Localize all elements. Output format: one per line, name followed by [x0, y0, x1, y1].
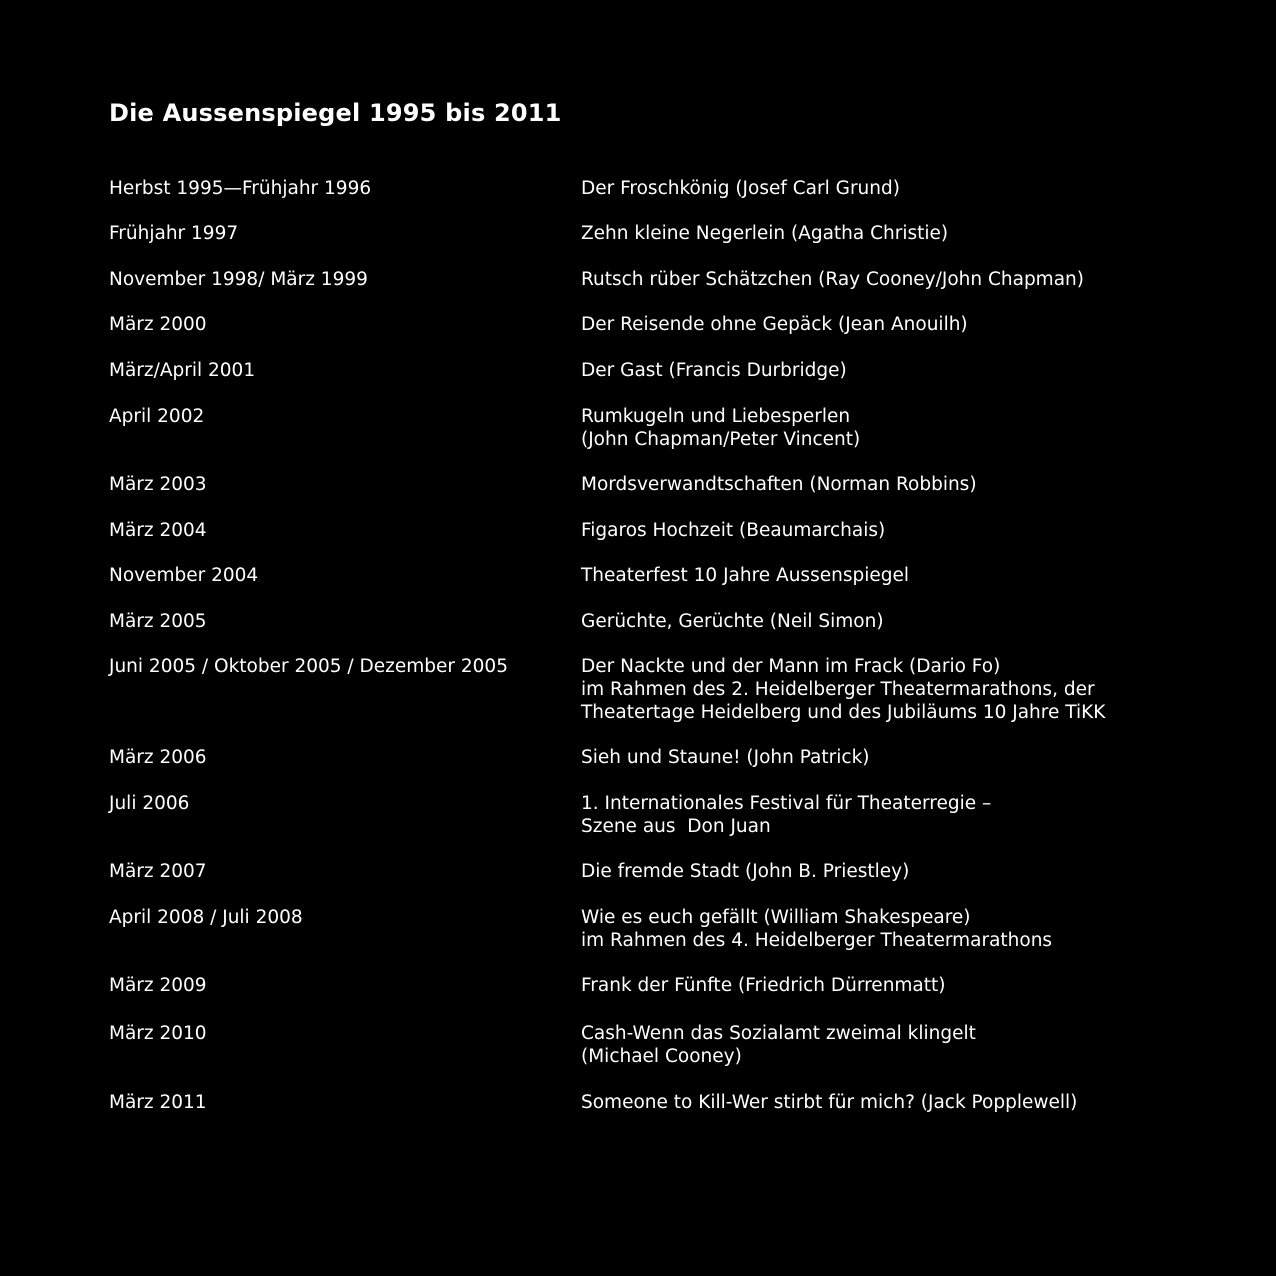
- entry-date: Juni 2005 / Oktober 2005 / Dezember 2005: [109, 656, 508, 677]
- entry-date: März 2006: [109, 747, 207, 768]
- entry-date: Juli 2006: [109, 793, 190, 814]
- entry-production: Der Nackte und der Mann im Frack (Dario Fo) im Rahmen des 2. Heidelberger Theatermarathons, der Theatertage Heidelberg und des Jubiläums 10 Jahre TiKK: [581, 656, 1106, 723]
- entry-production: Rutsch rüber Schätzchen (Ray Cooney/John Chapman): [581, 269, 1084, 290]
- entry-production: Mordsverwandtschaften (Norman Robbins): [581, 474, 977, 495]
- entry-date: März 2000: [109, 314, 207, 335]
- entry-production: Die fremde Stadt (John B. Priestley): [581, 861, 910, 882]
- entry-date: Frühjahr 1997: [109, 223, 239, 244]
- entry-date: März 2003: [109, 474, 207, 495]
- entry-production: Wie es euch gefällt (William Shakespeare) im Rahmen des 4. Heidelberger Theatermarathons: [581, 907, 1053, 951]
- entry-production: Someone to Kill-Wer stirbt für mich? (Jack Popplewell): [581, 1092, 1078, 1113]
- entry-production: Der Froschkönig (Josef Carl Grund): [581, 178, 900, 199]
- entry-date: November 1998/ März 1999: [109, 269, 368, 290]
- entry-date: April 2002: [109, 406, 205, 427]
- entry-production: Rumkugeln und Liebesperlen (John Chapman/Peter Vincent): [581, 406, 861, 450]
- entry-date: März 2009: [109, 975, 207, 996]
- entry-production: Gerüchte, Gerüchte (Neil Simon): [581, 611, 884, 632]
- page-title: Die Aussenspiegel 1995 bis 2011: [109, 99, 562, 127]
- entry-date: März 2004: [109, 520, 207, 541]
- entry-production: Sieh und Staune! (John Patrick): [581, 747, 870, 768]
- entry-production: Frank der Fünfte (Friedrich Dürrenmatt): [581, 975, 946, 996]
- entry-date: März 2010: [109, 1023, 207, 1044]
- entry-production: Figaros Hochzeit (Beaumarchais): [581, 520, 886, 541]
- entry-production: Der Reisende ohne Gepäck (Jean Anouilh): [581, 314, 968, 335]
- entry-production: Theaterfest 10 Jahre Aussenspiegel: [581, 565, 909, 586]
- entry-date: März 2007: [109, 861, 207, 882]
- entry-date: April 2008 / Juli 2008: [109, 907, 303, 928]
- entry-date: Herbst 1995—Frühjahr 1996: [109, 178, 372, 199]
- entry-date: März 2005: [109, 611, 207, 632]
- entry-date: März 2011: [109, 1092, 207, 1113]
- entry-production: Cash-Wenn das Sozialamt zweimal klingelt (Michael Cooney): [581, 1023, 976, 1067]
- entry-date: November 2004: [109, 565, 259, 586]
- entry-production: Der Gast (Francis Durbridge): [581, 360, 847, 381]
- entry-production: 1. Internationales Festival für Theaterregie – Szene aus Don Juan: [581, 793, 992, 837]
- entry-date: März/April 2001: [109, 360, 256, 381]
- entry-production: Zehn kleine Negerlein (Agatha Christie): [581, 223, 949, 244]
